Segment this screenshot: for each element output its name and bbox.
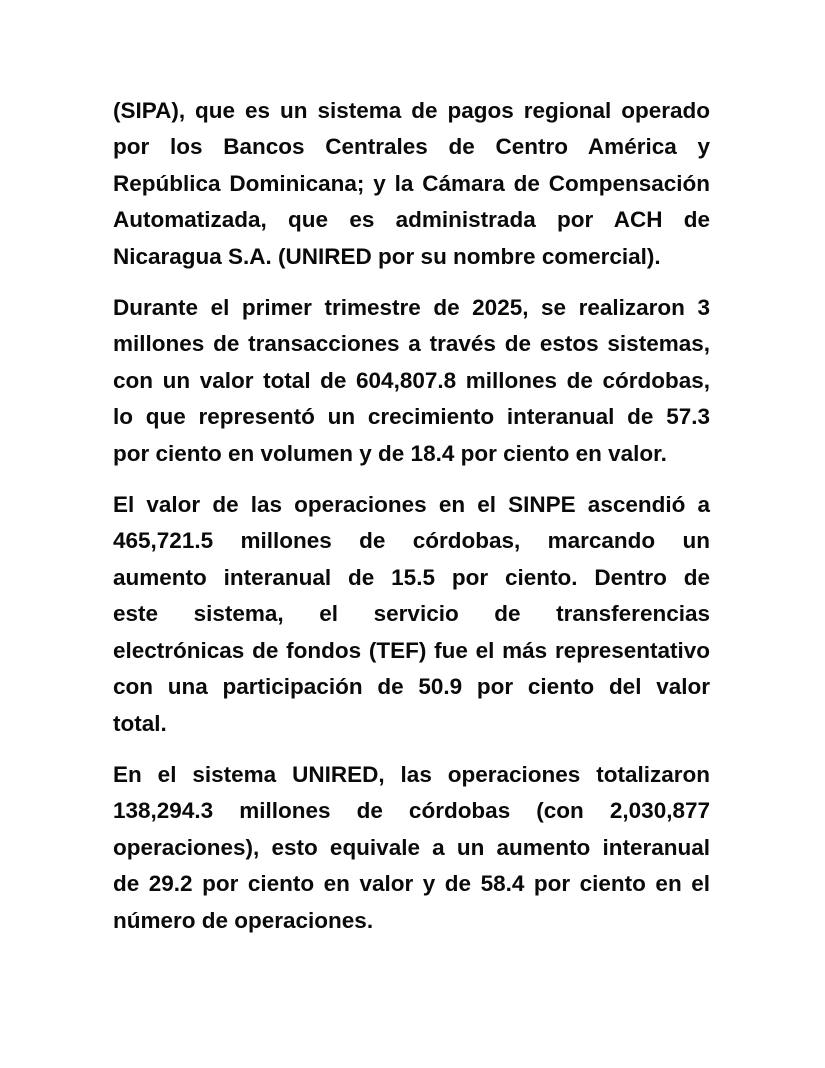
text-line: número de operaciones. xyxy=(113,907,374,933)
paragraph xyxy=(113,93,710,275)
text-line: de 29.2 por ciento en valor y de 58.4 por ciento en el xyxy=(113,871,710,897)
text-line: este sistema, el servicio de transferencias xyxy=(113,601,710,627)
paragraph xyxy=(113,290,710,472)
text-line: 138,294.3 millones de córdobas (con 2,030,877 xyxy=(113,798,710,824)
text-line: por ciento en volumen y de 18.4 por ciento en valor. xyxy=(113,440,667,466)
text-line: por los Bancos Centrales de Centro América y xyxy=(113,134,710,160)
text-line: con una participación de 50.9 por ciento del valor xyxy=(113,674,710,700)
paragraph xyxy=(113,757,710,939)
text-line: lo que representó un crecimiento interanual de 57.3 xyxy=(113,404,710,430)
text-line: operaciones), esto equivale a un aumento interanual xyxy=(113,834,710,860)
text-line: En el sistema UNIRED, las operaciones totalizaron xyxy=(113,761,710,787)
text-line: El valor de las operaciones en el SINPE ascendió a xyxy=(113,492,710,518)
text-line: República Dominicana; y la Cámara de Compensación xyxy=(113,170,710,196)
text-line: millones de transacciones a través de estos sistemas, xyxy=(113,331,710,357)
text-line: con un valor total de 604,807.8 millones de córdobas, xyxy=(113,367,710,393)
text-line: aumento interanual de 15.5 por ciento. Dentro de xyxy=(113,564,710,590)
text-line: (SIPA), que es un sistema de pagos regional operado xyxy=(113,98,710,123)
text-line: Automatizada, que es administrada por ACH de xyxy=(113,207,710,233)
text-line: Nicaragua S.A. (UNIRED por su nombre comercial). xyxy=(113,243,661,269)
text-line: electrónicas de fondos (TEF) fue el más representativo xyxy=(113,637,710,663)
text-line: total. xyxy=(113,710,167,736)
text-line: Durante el primer trimestre de 2025, se realizaron 3 xyxy=(113,295,710,321)
text-line: 465,721.5 millones de córdobas, marcando un xyxy=(113,528,710,554)
paragraph xyxy=(113,487,710,742)
